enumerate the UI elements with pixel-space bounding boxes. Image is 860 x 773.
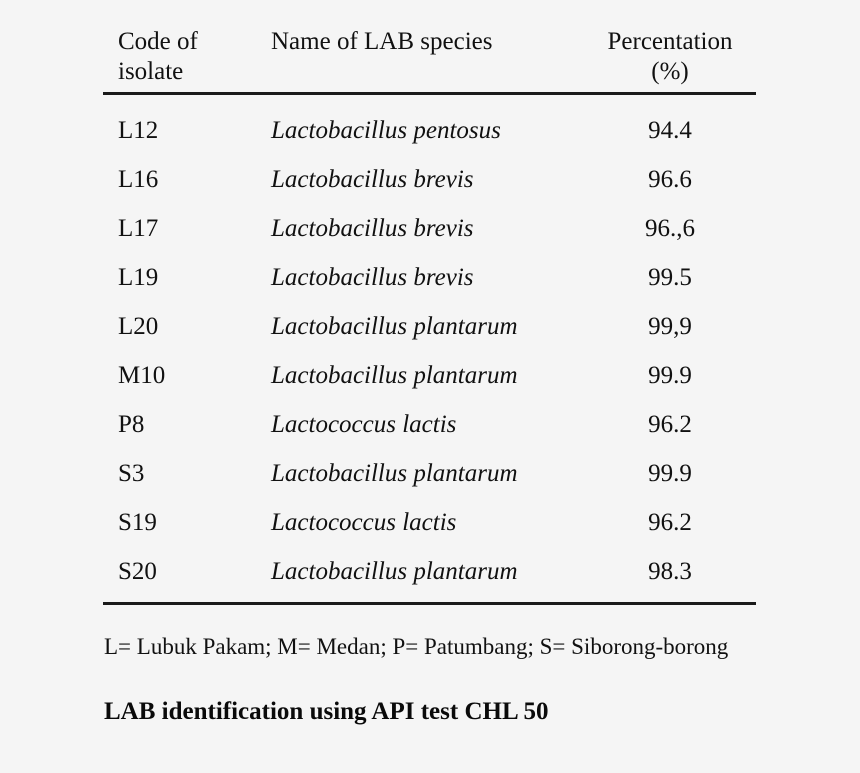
header-rule-row (103, 86, 756, 100)
cell-isolate-code: L17 (118, 215, 159, 242)
header-row (103, 26, 756, 86)
cell-species-name: Lactobacillus brevis (271, 264, 474, 291)
column-header-code (103, 26, 270, 86)
cell-species-name: Lactococcus lactis (271, 509, 457, 536)
cell-percentage: 96.2 (648, 411, 692, 438)
cell-isolate-code: L19 (118, 264, 159, 291)
cell-isolate-code: L16 (118, 166, 159, 193)
table-row (103, 155, 756, 204)
cell-species-name: Lactobacillus brevis (271, 215, 474, 242)
table-row (103, 302, 756, 351)
cell-species-name: Lactococcus lactis (271, 411, 457, 438)
column-header-code-line1: Code of (118, 28, 198, 55)
cell-species-name: Lactobacillus brevis (271, 166, 474, 193)
cell-species-name: Lactobacillus plantarum (271, 558, 518, 585)
table-row (103, 547, 756, 596)
cell-species-name: Lactobacillus plantarum (271, 460, 518, 487)
column-header-percentage-line1: Percentation (607, 28, 733, 55)
cell-isolate-code: P8 (118, 411, 145, 438)
column-header-species-line1: Name of LAB species (271, 28, 493, 55)
table-row (103, 100, 756, 155)
table-bottom-rule (103, 602, 756, 605)
cell-isolate-code: L20 (118, 313, 159, 340)
cell-percentage: 96.,6 (645, 215, 695, 242)
table-caption: LAB identification using API test CHL 50 (104, 698, 549, 725)
cell-species-name: Lactobacillus plantarum (271, 313, 518, 340)
header-rule-cell (103, 86, 756, 100)
cell-percentage: 99.9 (648, 460, 692, 487)
cell-percentage: 99.9 (648, 362, 692, 389)
table-row (103, 351, 756, 400)
table-row (103, 204, 756, 253)
column-header-species (270, 26, 590, 86)
cell-species-name: Lactobacillus pentosus (271, 117, 501, 144)
table-header (103, 26, 756, 100)
cell-isolate-code: S20 (118, 558, 157, 585)
cell-percentage: 96.2 (648, 509, 692, 536)
table-row (103, 498, 756, 547)
cell-percentage: 96.6 (648, 166, 692, 193)
column-header-code-line2: isolate (118, 58, 184, 85)
table-row (103, 400, 756, 449)
cell-species-name: Lactobacillus plantarum (271, 362, 518, 389)
cell-isolate-code: S19 (118, 509, 157, 536)
table-footnote: L= Lubuk Pakam; M= Medan; P= Patumbang; S= Siborong-borong (104, 634, 729, 659)
table-row (103, 449, 756, 498)
cell-isolate-code: S3 (118, 460, 145, 487)
table-body (103, 100, 756, 596)
lab-table-container (103, 26, 756, 605)
header-rule (103, 92, 756, 95)
column-header-percentage (590, 26, 756, 86)
lab-identification-table (103, 26, 756, 596)
cell-isolate-code: M10 (118, 362, 166, 389)
column-header-percentage-line2: (%) (651, 58, 689, 85)
cell-percentage: 99.5 (648, 264, 692, 291)
cell-percentage: 98.3 (648, 558, 692, 585)
cell-isolate-code: L12 (118, 117, 159, 144)
cell-percentage: 94.4 (648, 117, 692, 144)
table-row (103, 253, 756, 302)
cell-percentage: 99,9 (648, 313, 692, 340)
